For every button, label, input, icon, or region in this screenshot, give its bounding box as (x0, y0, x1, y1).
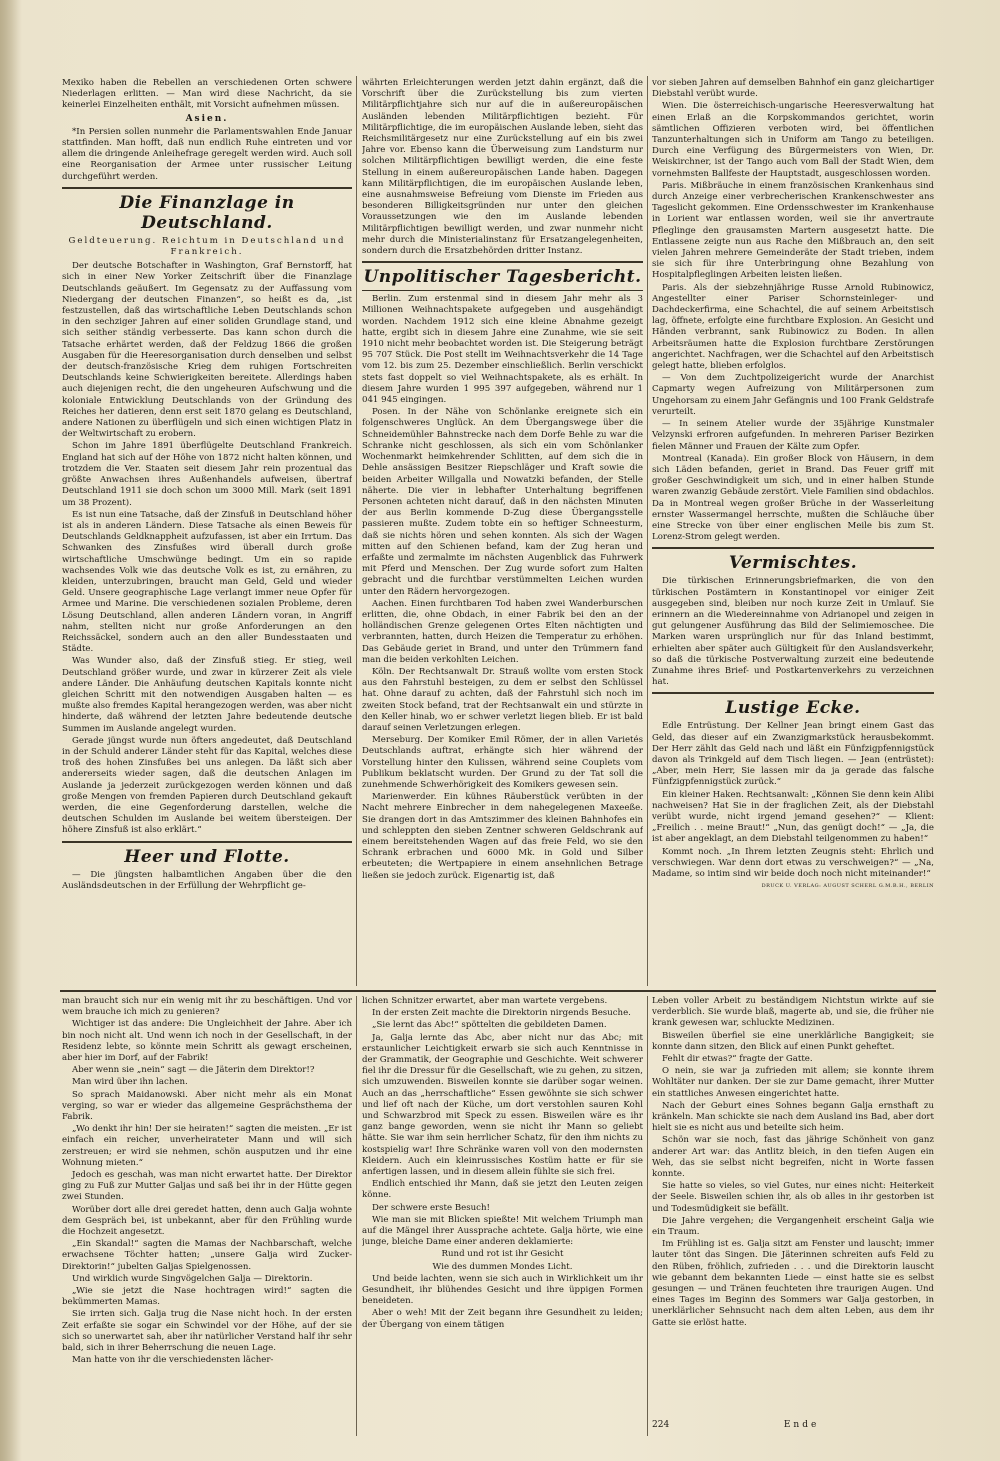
paragraph: Edle Entrüstung. Der Kellner Jean bringt einem Gast das Geld, das dieser auf ein Zwanzigmarkstück herausbekommt. Der Herr zählt das Geld nach und läßt ein Fünfzigpfennigstück davon als Trinkgeld auf dem Tisch liegen. — Jean (entrüstet): „Aber, mein Herr, Sie lassen mir da ja gerade das falsche Fünfzigpfennigstück zurück.“ (652, 721, 934, 788)
divider (362, 261, 643, 263)
paragraph: Fehlt dir etwas?“ fragte der Gatte. (662, 1054, 813, 1065)
page-fold-shadow (0, 0, 22, 1461)
paragraph: Was Wunder also, daß der Zinsfuß stieg. Er stieg, weil Deutschland größer wurde, und zwar in kürzerer Zeit als viele andere Länder. Die Anhäufung deutschen Kapitals konnte nicht gleichen Schritt mit den notwendigen Ausgaben halten — es mußte also fremdes Kapital herangezogen werden, was aber nicht hinderte, daß während der letzten Jahre bedeutende deutsche Summen im Auslande angelegt wurden. (62, 656, 352, 734)
divider (652, 692, 934, 694)
paragraph: Wie man sie mit Blicken spießte! Mit welchem Triumph man auf die Mängel ihrer Aussprache achtete. Galja hörte, wie eine junge, bleiche Dame einer anderen deklamierte: (362, 1214, 643, 1248)
paragraph: Bisweilen überfiel sie eine unerklärliche Bangigkeit; sie konnte dann sitzen, den Blick auf einen Punkt geheftet. (652, 1030, 934, 1052)
paragraph: Man wird über ihn lachen. (72, 1077, 188, 1088)
subheadline: Geldteuerung. Reichtum in Deutschland und Frankreich. (68, 235, 346, 258)
paragraph: Schon im Jahre 1891 überflügelte Deutschland Frankreich. England hat sich auf der Höhe von 1872 nicht halten können, und trotzdem die Ver. Staaten seit diesem Jahr rein prozentual das größte Anwachsen ihres Außenhandels aufweisen, übertraf Deutschland 1911 sie doch schon um 3000 Mill. Mark (seit 1891 um 38 Prozent). (62, 441, 352, 508)
headline-lustige-ecke: Lustige Ecke. (725, 698, 861, 719)
paragraph: Die türkischen Erinnerungsbriefmarken, die von den türkischen Postämtern in Konstantinopel vor einiger Zeit ausgegeben sind, bleiben nur noch kurze Zeit in Umlauf. Sie erinnern an die Wiedereinnahme von Adrianopel und zeigen in gut gelungener Ausführung das Bild der Selimiemoschee. Die Marken waren ursprünglich nur für das Inland bestimmt, erhielten aber später auch Gültigkeit für den Auslandsverkehr, so daß die türkische Postverwaltung zurzeit eine bedeutende Zunahme ihres Brief- und Postkartenverkehrs zu verzeichnen hat. (652, 576, 934, 688)
footer-row (652, 1420, 934, 1430)
paragraph: Wien. Die österreichisch-ungarische Heeresverwaltung hat einen Erlaß an die Korpskommandos gerichtet, worin sämtlichen Offizieren verboten wird, bei öffentlichen Tanzunterhaltungen sich in Uniform am Tango zu beteiligen. Durch eine Verfügung des Bürgermeisters von Wien, Dr. Weiskirchner, ist der Tango auch vom Ball der Stadt Wien, dem vornehmsten Ballfeste der Hauptstadt, ausgeschlossen worden. (652, 101, 934, 179)
paragraph: *In Persien sollen nunmehr die Parlamentswahlen Ende Januar stattfinden. Man hofft, daß nun endlich Ruhe eintreten und vor allem die dringende Anleihefrage geregelt werden wird. Auch soll eine Reorganisation der Armee unter russischer Leitung durchgeführt werden. (62, 126, 352, 182)
paragraph: Jedoch es geschah, was man nicht erwartet hatte. Der Direktor ging zu Fuß zur Mutter Galjas und saß bei ihr in der Hütte gegen zwei Stunden. (62, 1170, 352, 1203)
paragraph: Worüber dort alle drei geredet hatten, denn auch Galja wohnte dem Gespräch bei, ist unbekannt, aber für den Frühling wurde die Hochzeit angesetzt. (62, 1204, 352, 1238)
paragraph: Es ist nun eine Tatsache, daß der Zinsfuß in Deutschland höher ist als in anderen Ländern. Diese Tatsache als einen Beweis für Deutschlands Geldknappheit aufzufassen, ist aber ein Irrtum. Das Schwanken des Zinsfußes wird überall durch große wirtschaftliche Umschwünge bedingt. Um ein so rapide wachsendes Volk wie das deutsche Volk es ist, zu ernähren, zu kleiden, unterzubringen, braucht man Geld, Geld und wieder Geld. Unsere geographische Lage verlangt immer neue Opfer für Armee und Marine. Die verschiedenen sozialen Probleme, deren Lösung Deutschland, allen anderen Ländern voran, in Angriff nahm, stellten nicht nur große Anforderungen an den Reichssäckel, sondern auch an den aller Bundesstaaten und Städte. (62, 509, 352, 655)
paragraph: Schön war sie noch, fast das jährige Schönheit von ganz anderer Art war: das Antlitz bleich, in den tiefen Augen ein Weh, das sie selbst nicht begreifen, nicht in Worte fassen konnte. (652, 1135, 934, 1180)
paragraph: In der ersten Zeit machte die Direktorin nirgends Besuche. (372, 1008, 631, 1019)
paragraph: Ein kleiner Haken. Rechtsanwalt: „Können Sie denn kein Alibi nachweisen? Hat Sie in der fraglichen Zeit, als der Diebstahl verübt wurde, nicht irgend jemand gesehen?“ — Klient: „Freilich . . meine Braut!“ „Nun, das genügt doch!“ — „Ja, die ist aber angeklagt, an dem Diebstahl teilgenommen zu haben!“ (652, 789, 934, 845)
paragraph: Wichtiger ist das andere: Die Ungleichheit der Jahre. Aber ich bin noch nicht alt. Und wenn ich noch in der Gesellschaft, in der Residenz lebte, so könnte mein Schritt als gewagt erscheinen, aber hier im Dorf, auf der Fabrik! (62, 1019, 352, 1064)
column-rule (356, 76, 357, 986)
imprint: DRUCK U. VERLAG: AUGUST SCHERL G.M.B.H., BERLIN (761, 883, 934, 890)
paragraph: Mexiko haben die Rebellen an verschiedenen Orten schwere Niederlagen erlitten. — Man wird diese Nachricht, da sie keinerlei Einzelheiten enthält, mit Vorsicht aufnehmen müssen. (62, 78, 352, 111)
paragraph: Und beide lachten, wenn sie sich auch in Wirklichkeit um ihr Gesundheit, ihr blühendes Gesicht und ihre üppigen Formen beneideten. (362, 1273, 643, 1307)
paragraph: Und wirklich wurde Singvögelchen Galja — Direktorin. (72, 1273, 313, 1284)
divider (362, 290, 643, 291)
paragraph: lichen Schnitzer erwartet, aber man wartete vergebens. (362, 996, 608, 1006)
paragraph: „Wie sie jetzt die Nase hochtragen wird!“ sagten die bekümmerten Mamas. (62, 1286, 352, 1308)
paragraph: Paris. Mißbräuche in einem französischen Krankenhaus sind durch Anzeige einer verbrecherischen Krankenschwester ans Tageslicht gekommen. Eine Ordensschwester im Krankenhause in Lorient war entlassen worden, weil sie ihr anvertraute Pfleglinge den grausamsten Martern ausgesetzt hatte. Die Entlassene zeigte nun aus Rache den Mißbrauch an, den seit vielen Jahren mehrere Gemeinderäte der Stadt trieben, indem sie sich für ihre Unterbringung ohne Bezahlung von Hospitalpfleglingen Arbeiten leisten ließen. (652, 180, 934, 281)
paragraph: Paris. Als der siebzehnjährige Russe Arnold Rubinowicz, Angestellter einer Pariser Schornsteinleger- und Dachdeckerfirma, eine Schachtel, die auf seinem Arbeitstisch lag, öffnete, erfolgte eine furchtbare Explosion. An Gesicht und Händen verbrannt, sank Rubinowicz zu Boden. In allen Arbeitsräumen hatte die Explosion furchtbare Zerstörungen angerichtet. Nachfragen, wer die Schachtel auf den Arbeitstisch gelegt hatte, blieben erfolglos. (652, 282, 934, 372)
paragraph: Nach der Geburt eines Sohnes begann Galja ernsthaft zu kränkeln. Man schickte sie nach dem Ausland ins Bad, aber dort hielt sie es nicht aus und beteilte sich heim. (652, 1100, 934, 1134)
paragraph: Sie irrten sich. Galja trug die Nase nicht hoch. In der ersten Zeit erfaßte sie sogar ein Schwindel vor der Höhe, auf der sie sich so unerwartet sah, aber ihr natürlicher Verstand half ihr sehr bald, sich in ihrer Beherrschung die neuen Lage. (62, 1309, 352, 1354)
paragraph: Im Frühling ist es. Galja sitzt am Fenster und lauscht; immer lauter tönt das Singen. Die Jäterinnen schreiten aufs Feld zu den Rüben, fröhlich, zufrieden . . . und die Direktorin lauscht wie gebannt dem bekannten Liede — einst hatte sie es selbst gesungen — und Tränen feuchteten ihre traurigen Augen. Und eines Tages im Beginn des Sommers war Galja gestorben, in unerklärlicher Sehnsucht nach dem alten Leben, aus dem ihr Gatte sie erlöst hatte. (652, 1239, 934, 1328)
paragraph: Köln. Der Rechtsanwalt Dr. Strauß wollte vom ersten Stock aus den Fahrstuhl besteigen, zu dem er selbst den Schlüssel hat. Ohne darauf zu achten, daß der Fahrstuhl sich noch im zweiten Stock befand, trat der Rechtsanwalt ein und stürzte in den Keller hinab, wo er schwer verletzt liegen blieb. Er ist bald darauf seinen Verletzungen erlegen. (362, 666, 643, 733)
paragraph: — Von dem Zuchtpolizeigericht wurde der Anarchist Capmarty wegen Aufreizung von Militärpersonen zum Ungehorsam zu einem Jahr Gefängnis und 100 Frank Geldstrafe verurteilt. (652, 373, 934, 417)
paragraph: Posen. In der Nähe von Schönlanke ereignete sich ein folgenschweres Unglück. An dem Übergangswege über die Schneidemühler Bahnstrecke nach dem Dorfe Behle zu war die Schranke nicht geschlossen, als sich ein vom Schönlanker Wochenmarkt heimkehrender Schlitten, auf dem sich die in Dehle ansässigen Besitzer Riepschläger und Kraft sowie die beiden Arbeiter Willgalla und Nowatzki befanden, der Stelle näherte. Die vier in lebhafter Unterhaltung begriffenen Personen achteten nicht darauf, daß in den nächsten Minuten der aus Berlin kommende D-Zug diese Übergangsstelle passieren mußte. Zudem tobte ein so heftiger Schneesturm, daß sie nichts hören und sehen konnten. Als sich der Wagen mitten auf den Schienen befand, kam der Zug heran und erfaßte und zermalmte im nächsten Augenblick das Fuhrwerk mit Pferd und Menschen. Der Zug wurde sofort zum Halten gebracht und die furchtbar verstümmelten Leichen wurden unter den Rädern hervorgezogen. (362, 407, 643, 597)
paragraph: „Ein Skandal!“ sagten die Mamas der Nachbarschaft, welche erwachsene Töchter hatten; „unsere Galja wird Zucker-Direktorin!“ jubelten Galjas Spielgenossen. (62, 1239, 352, 1272)
paragraph: — In seinem Atelier wurde der 35jährige Kunstmaler Velzynski erfroren aufgefunden. In mehreren Pariser Bezirken fielen Männer und Frauen der Kälte zum Opfer. (652, 419, 934, 452)
paragraph: man braucht sich nur ein wenig mit ihr zu beschäftigen. Und vor wem brauche ich mich zu genieren? (62, 996, 352, 1018)
paragraph: Aber o weh! Mit der Zeit begann ihre Gesundheit zu leiden; der Übergang von einem tätigen (362, 1308, 643, 1330)
novel-column-middle (362, 996, 643, 1436)
paragraph: So sprach Maidanowski. Aber nicht mehr als ein Monat verging, so war er wieder das allgemeine Gesprächsthema der Fabrik. (62, 1089, 352, 1123)
paragraph: Merseburg. Der Komiker Emil Römer, der in allen Varietés Deutschlands auftrat, erhängte sich hier während der Vorstellung hinter den Kulissen, während seine Couplets vom Publikum beklatscht wurden. Der Grund zu der Tat soll die zunehmende Schwerhörigkeit des Komikers gewesen sein. (362, 735, 643, 790)
column-rule (647, 996, 648, 1436)
section-heading-asien: Asien. (185, 113, 229, 124)
paragraph: Gerade jüngst wurde nun öfters angedeutet, daß Deutschland in der Schuld anderer Länder steht für das Kapital, welches diese troß des hohen Zinsfußes bei uns anlegen. Da läßt sich aber andererseits wieder sagen, daß die deutschen Anlagen im Auslande ja jederzeit zurückgezogen werden können und daß große Mengen von fremden Papieren durch Deutschland gekauft werden, die eine Gegenforderung darstellen, welche die deutschen Schulden im Auslande bei weitem übersteigen. Der höhere Zinsfuß ist also erklärt.“ (62, 735, 352, 836)
column-rule (647, 76, 648, 986)
end-marker: Ende (783, 1420, 820, 1430)
paragraph: „Sie lernt das Abc!“ spöttelten die gebildeten Damen. (372, 1020, 607, 1031)
paragraph: Montreal (Kanada). Ein großer Block von Häusern, in dem sich Läden befanden, geriet in Brand. Das Feuer griff mit großer Geschwindigkeit um sich, und in einer halben Stunde waren zwanzig Gebäude zerstört. Viele Familien sind obdachlos. Da in Montreal wegen großer Brüche in der Wasserleitung ernster Wassermangel herrschte, mußten die Schläuche über eine Strecke von über einer englischen Meile bis zum St. Lorenz-Strom gelegt werden. (652, 453, 934, 543)
headline-finanzlage: Die Finanzlage in Deutschland. (119, 192, 295, 233)
paragraph: Der schwere erste Besuch! (372, 1202, 490, 1213)
paragraph: Berlin. Zum erstenmal sind in diesem Jahr mehr als 3 Millionen Weihnachtspakete aufgegeben und ausgehändigt worden. Nachdem 1912 sich eine kleine Abnahme gezeigt hatte, ergibt sich in diesem Jahre eine Zunahme, wie sie seit 1910 nicht mehr beobachtet worden ist. Die Steigerung beträgt 95 707 Stück. Die Post stellt im Weihnachtsverkehr die 14 Tage vom 12. bis zum 25. Dezember einschließlich. Berlin verschickt stets fast doppelt so viel Weihnachtspakete, als es erhält. In diesem Jahre wurden 1 995 397 aufgegeben, während nur 1 041 945 eingingen. (362, 294, 643, 406)
paragraph: Der deutsche Botschafter in Washington, Graf Bernstorff, hat sich in einer New Yorker Zeitschrift über die Finanzlage Deutschlands geäußert. Im Gegensatz zu der Auffassung vom Niedergang der deutschen Finanzen“, so heißt es da, „ist festzustellen, daß das wirtschaftliche Leben Deutschlands schon in den sechziger Jahren auf einer soliden Grundlage stand, und sich seither ständig verbesserte. Das kann schon durch die Tatsache erhärtet werden, daß der Feldzug 1866 die großen Ausgaben für die Heeresorganisation durch denselben und selbst der deutsch-französische Krieg dem ruhigen Fortschreiten Deutschlands keine Schwierigkeiten bereitete. Allerdings haben auch diejenigen recht, die den ungeheuren Aufschwung und die koloniale Entwicklung Deutschlands von der Gründung des Reiches her datieren, denn erst seit 1870 gelang es Deutschland, andere Nationen zu überflügeln und sich einen wichtigen Platz in der Weltwirtschaft zu erobern. (62, 261, 352, 440)
paragraph: O nein, sie war ja zufrieden mit allem; sie konnte ihrem Wohltäter nur danken. Der sie zur Dame gemacht, ihrer Mutter ein stattliches Anwesen eingerichtet hatte. (652, 1066, 934, 1099)
paragraph: Sie hatte so vieles, so viel Gutes, nur eines nicht: Heiterkeit der Seele. Bisweilen schien ihr, als ob alles in ihr gestorben ist und Todesmüdigkeit sie befällt. (652, 1181, 934, 1214)
paragraph: „Wo denkt ihr hin! Der sie heiraten!“ sagten die meisten. „Er ist einfach ein reicher, unverheirateter Mann und will sich zerstreuen; er wird sie nehmen, schön ausputzen und ihr eine Wohnung mieten.“ (62, 1124, 352, 1168)
paragraph: Ja, Galja lernte das Abc, aber nicht nur das Abc; mit erstaunlicher Leichtigkeit erwarb sie sich auch Kenntnisse in der Grammatik, der Geographie und Geschichte. Weit schwerer fiel ihr die Dressur für die Gesellschaft, wie zu gehen, zu sitzen, sich umzuwenden. Bisweilen konnte sie darüber sogar weinen. Auch an das „herrschaftliche“ Essen gewöhnte sie sich schwer und lief oft nach der Küche, um dort verstohlen sauren Kohl und Schwarzbrod mit Speck zu essen. Bisweilen wäre es ihr ganz bange geworden, wenn sie nicht ihr Mann so geliebt hätte. Sie war ihm sein herrlicher Schatz, für den ihm nichts zu kostspielig war! Ihre Schränke waren voll von den modernsten Kleidern. Auch ein kleinrussisches Kostüm hatte er für sie anfertigen lassen, und in diesem allein fühlte sie sich frei. (362, 1032, 643, 1178)
poem-line: Wie des dummen Mondes Licht. (432, 1261, 573, 1272)
paragraph: Aachen. Einen furchtbaren Tod haben zwei Wanderburschen erlitten, die, ohne Obdach, in einer Fabrik bei den an der holländischen Grenze gelegenen Ortes Elten nächtigten und verbrannten, hatten, durch Heizen die Temperatur zu erhöhen. Das Gebäude geriet in Brand, und unter den Trümmern fand man die beiden verkohlten Leichen. (362, 598, 643, 665)
column-rule (356, 996, 357, 1436)
novel-column-right (652, 996, 934, 1416)
paragraph: Leben voller Arbeit zu beständigem Nichtstun wirkte auf sie verderblich. Sie wurde blaß, magerte ab, und sie, die früher nie krank gewesen war, schluckte Medizinen. (652, 996, 934, 1029)
column-left (62, 78, 352, 986)
column-middle (362, 78, 643, 986)
footer-number: 224 (652, 1420, 670, 1430)
paragraph: Endlich entschied ihr Mann, daß sie jetzt den Leuten zeigen könne. (362, 1179, 643, 1201)
divider (62, 187, 352, 189)
paragraph: Aber wenn sie „nein“ sagt — die Jäterin dem Direktor!? (72, 1065, 315, 1076)
paragraph: — Die jüngsten halbamtlichen Angaben über die den Ausländsdeutschen in der Erfüllung der Wehrpflicht ge- (62, 869, 352, 891)
feuilleton-divider (60, 990, 936, 992)
headline-heer-flotte: Heer und Flotte. (124, 846, 290, 867)
paragraph: währten Erleichterungen werden jetzt dahin ergänzt, daß die Vorschrift über die Zurückstellung bis zum vierten Militärpflichtjahre sich nur auf die in außereuropäischen Ausländen lebenden Militärpflichtigen bezieht. Für Militärpflichtige, die im europäischen Auslande leben, sieht das Reichsmilitärgesetz nur eine Zurückstellung auf ein bis zwei Jahre vor. Ebenso kann die Überweisung zum Landsturm nur solchen Militärpflichtigen bewilligt werden, die eine feste Stellung in einem außereuropäischen Lande haben. Dagegen kann Militärpflichtigen, die im europäischen Auslande leben, eine ausnahmsweise Befreiung vom Dienste im Frieden aus besonderen Billigkeitsgründen nur unter den gleichen Voraussetzungen wie den im Auslande lebenden Militärpflichtigen bewilligt werden, und zwar nunmehr nicht mehr durch die Ministerialinstanz für Ersatzangelegenheiten, sondern durch die Ersatzbehörden dritter Instanz. (362, 78, 643, 257)
column-right (652, 78, 934, 986)
poem-line: Rund und rot ist ihr Gesicht (441, 1249, 564, 1260)
paragraph: Marienwerder. Ein kühnes Räuberstück verübten in der Nacht mehrere Einbrecher in dem nahegelegenen Maxeeße. Sie drangen dort in das Amtszimmer des kleinen Bahnhofes ein und schleppten den sieben Zentner schweren Geldschrank auf einem bereitstehenden Wagen auf das freie Feld, wo sie den Schrank erbrachen und 6000 Mk. in Gold und Silber erbeuteten; die Wertpapiere in einem ansehnlichen Betrage ließen sie jedoch zurück. Eigenartig ist, daß (362, 792, 643, 881)
paragraph: vor sieben Jahren auf demselben Bahnhof ein ganz gleichartiger Diebstahl verübt wurde. (652, 78, 934, 100)
headline-unpolitischer-tagesbericht: Unpolitischer Tagesbericht. (363, 267, 642, 288)
headline-vermischtes: Vermischtes. (728, 553, 858, 574)
divider (62, 841, 352, 843)
paragraph: Kommt noch. „In Ihrem letzten Zeugnis steht: Ehrlich und verschwiegen. War denn dort etwas zu verschweigen?“ — „Na, Madame, so intim sind wir beide doch noch nicht miteinander!“ (652, 846, 934, 879)
divider (652, 547, 934, 549)
novel-column-left (62, 996, 352, 1436)
paragraph: Man hatte von ihr die verschiedensten lächer- (72, 1355, 274, 1366)
paragraph: Die Jahre vergehen; die Vergangenheit erscheint Galja wie ein Traum. (652, 1215, 934, 1238)
